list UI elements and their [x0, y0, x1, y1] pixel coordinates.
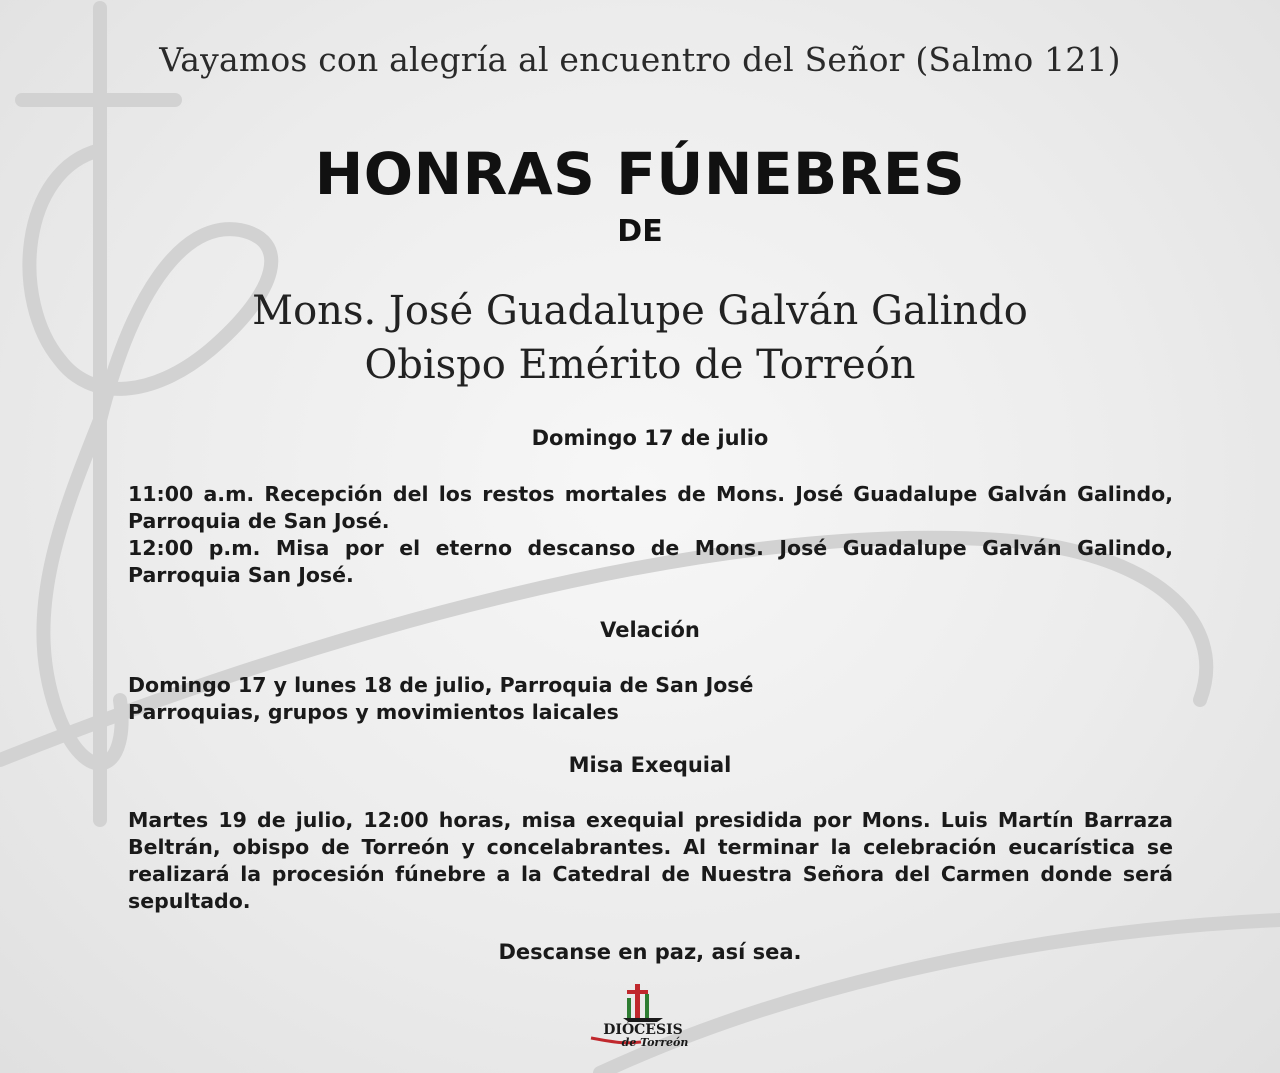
psalm-verse: Vayamos con alegría al encuentro del Señor (Salmo 121) — [159, 40, 1121, 79]
schedule-line: 12:00 p.m. Misa por el eterno descanso de Mons. José Guadalupe Galván Galindo, Parroquia San José. — [128, 536, 1173, 587]
section-heading-misa-exequial: Misa Exequial — [568, 753, 732, 777]
honoree-role: Obispo Emérito de Torreón — [364, 342, 916, 388]
logo-text-torreon: de Torreón — [621, 1036, 689, 1049]
notice-title: HONRAS FÚNEBRES — [314, 140, 966, 208]
logo-text-diocesis: DIÓCESIS — [603, 1022, 683, 1038]
section-heading-domingo: Domingo 17 de julio — [531, 426, 769, 450]
schedule-line: 11:00 a.m. Recepción del los restos mortales de Mons. José Guadalupe Galván Galindo, Parroquia de San José. — [128, 482, 1173, 533]
notice-title-de: DE — [617, 214, 663, 249]
section-body-velacion — [128, 672, 1173, 726]
schedule-line: Martes 19 de julio, 12:00 horas, misa exequial presidida por Mons. Luis Martín Barraza Beltrán, obispo de Torreón y concelabrantes. Al terminar la celebración eucarística se realizará la procesión fúnebre a la Catedral de Nuestra Señora del Carmen donde será sepultado. — [128, 808, 1173, 913]
schedule-line: Domingo 17 y lunes 18 de julio, Parroquia de San José — [128, 673, 754, 697]
section-body-misa-exequial — [128, 807, 1173, 915]
section-heading-velacion: Velación — [600, 618, 700, 642]
section-body-domingo — [128, 481, 1173, 589]
schedule-line: Parroquias, grupos y movimientos laicales — [128, 700, 619, 724]
cathedral-cross-icon — [623, 984, 663, 1022]
closing-blessing: Descanse en paz, así sea. — [498, 940, 802, 964]
honoree-name: Mons. José Guadalupe Galván Galindo — [252, 288, 1028, 334]
diocese-logo — [583, 980, 703, 1052]
